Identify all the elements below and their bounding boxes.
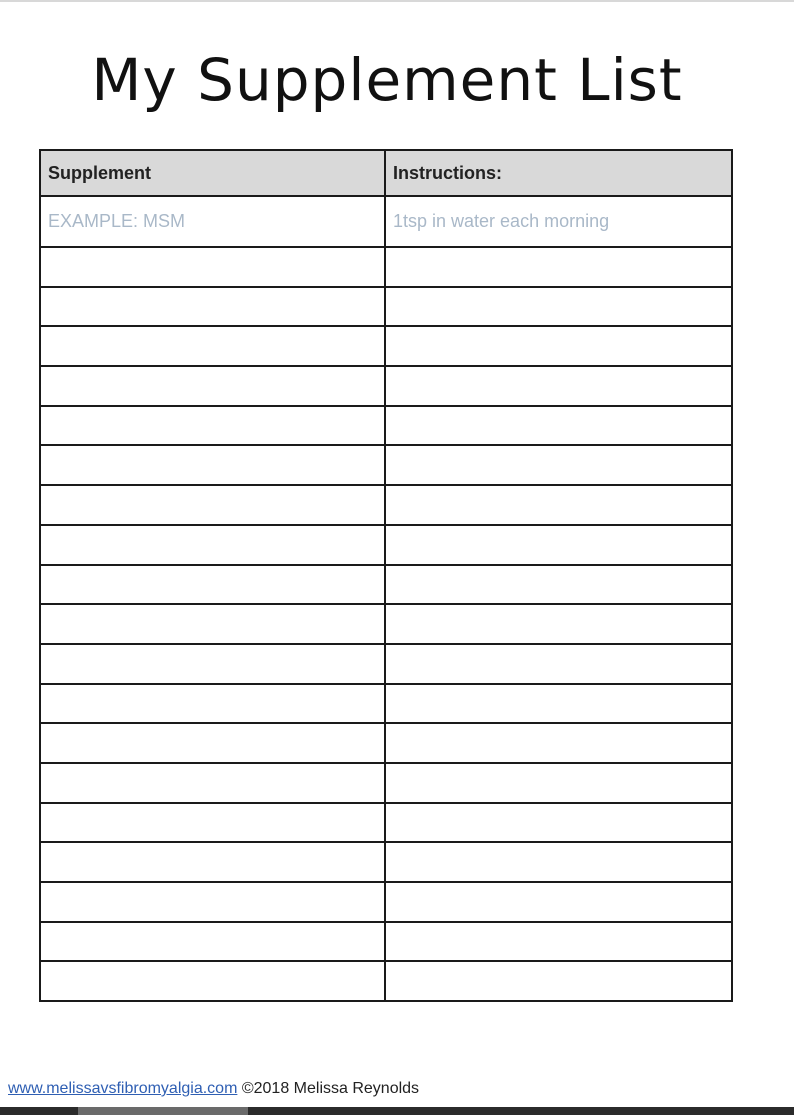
supplement-cell[interactable] <box>40 247 385 287</box>
table-row <box>40 525 732 565</box>
example-instructions-cell[interactable]: 1tsp in water each morning <box>385 196 732 247</box>
table-row <box>40 326 732 366</box>
table-row <box>40 604 732 644</box>
supplement-cell[interactable] <box>40 763 385 803</box>
bottom-edge-segment <box>78 1107 248 1115</box>
instructions-cell[interactable] <box>385 326 732 366</box>
instructions-cell[interactable] <box>385 525 732 565</box>
supplement-cell[interactable] <box>40 445 385 485</box>
supplement-cell[interactable] <box>40 485 385 525</box>
example-row <box>40 196 732 247</box>
instructions-cell[interactable] <box>385 485 732 525</box>
instructions-cell[interactable] <box>385 445 732 485</box>
instructions-cell[interactable] <box>385 922 732 962</box>
instructions-cell[interactable] <box>385 723 732 763</box>
page-top-edge <box>0 0 794 2</box>
supplement-cell[interactable] <box>40 287 385 327</box>
table-row <box>40 882 732 922</box>
instructions-cell[interactable] <box>385 842 732 882</box>
instructions-cell[interactable] <box>385 366 732 406</box>
supplement-cell[interactable] <box>40 922 385 962</box>
instructions-cell[interactable] <box>385 406 732 446</box>
instructions-cell[interactable] <box>385 565 732 605</box>
instructions-cell[interactable] <box>385 882 732 922</box>
instructions-cell[interactable] <box>385 644 732 684</box>
supplement-cell[interactable] <box>40 803 385 843</box>
page-title: My Supplement List <box>91 46 683 114</box>
supplement-cell[interactable] <box>40 604 385 644</box>
supplement-table <box>39 149 733 1002</box>
table-row <box>40 842 732 882</box>
supplement-cell[interactable] <box>40 406 385 446</box>
table-row <box>40 445 732 485</box>
supplement-cell[interactable] <box>40 842 385 882</box>
copyright-text: ©2018 Melissa Reynolds <box>241 1080 420 1097</box>
table-row <box>40 723 732 763</box>
table-row <box>40 763 732 803</box>
table-row <box>40 803 732 843</box>
website-link[interactable]: www.melissavsfibromyalgia.com <box>8 1080 238 1097</box>
instructions-cell[interactable] <box>385 247 732 287</box>
supplement-cell[interactable] <box>40 723 385 763</box>
supplement-cell[interactable] <box>40 882 385 922</box>
instructions-cell[interactable] <box>385 604 732 644</box>
supplement-cell[interactable] <box>40 366 385 406</box>
instructions-cell[interactable] <box>385 803 732 843</box>
page-bottom-edge <box>0 1107 794 1115</box>
table-row <box>40 406 732 446</box>
table-row <box>40 485 732 525</box>
table-row <box>40 922 732 962</box>
table-row <box>40 644 732 684</box>
supplement-cell[interactable] <box>40 525 385 565</box>
table-row <box>40 366 732 406</box>
instructions-cell[interactable] <box>385 684 732 724</box>
supplement-cell[interactable] <box>40 961 385 1001</box>
table-row <box>40 247 732 287</box>
example-supplement-cell[interactable]: EXAMPLE: MSM <box>40 196 385 247</box>
instructions-cell[interactable] <box>385 763 732 803</box>
table-row <box>40 287 732 327</box>
supplement-cell[interactable] <box>40 644 385 684</box>
supplement-cell[interactable] <box>40 326 385 366</box>
table-row <box>40 565 732 605</box>
table-row <box>40 684 732 724</box>
supplement-cell[interactable] <box>40 565 385 605</box>
instructions-cell[interactable] <box>385 287 732 327</box>
instructions-column-header: Instructions: <box>385 150 732 196</box>
table-header-row <box>40 150 732 196</box>
footer <box>8 1080 419 1098</box>
supplement-cell[interactable] <box>40 684 385 724</box>
table-row <box>40 961 732 1001</box>
supplement-column-header: Supplement <box>40 150 385 196</box>
instructions-cell[interactable] <box>385 961 732 1001</box>
